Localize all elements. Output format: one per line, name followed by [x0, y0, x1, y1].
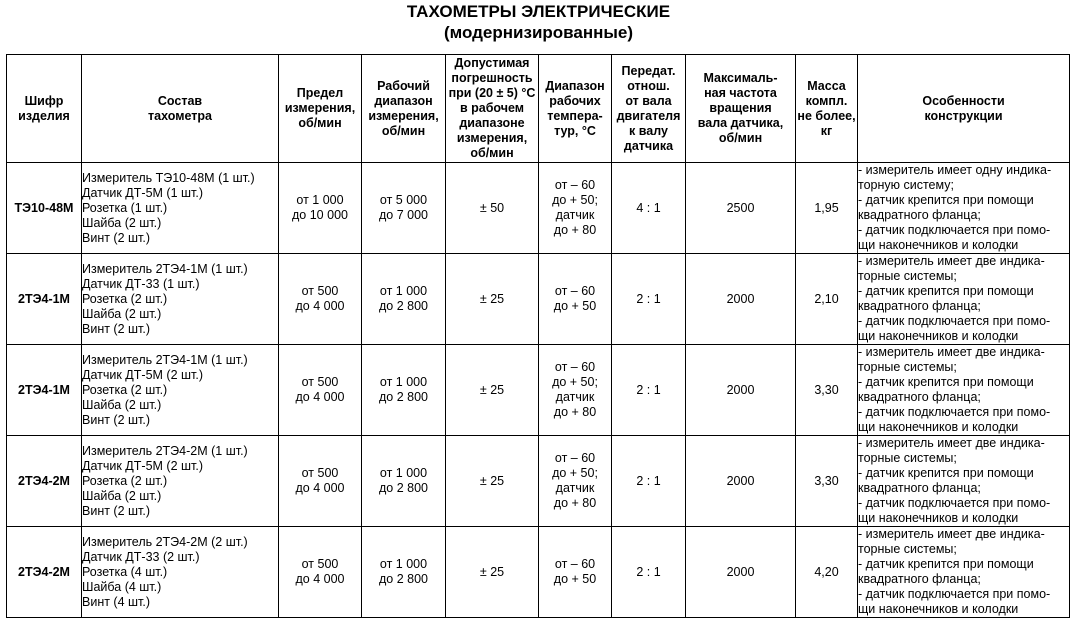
- document-title: ТАХОМЕТРЫ ЭЛЕКТРИЧЕСКИЕ: [406, 2, 671, 21]
- header-line: Масса: [807, 78, 846, 93]
- composition-line: Измеритель ТЭ10-48М (1 шт.): [82, 170, 255, 185]
- header-line: Максималь-: [703, 71, 778, 85]
- header-code: [7, 55, 82, 163]
- header-line: изделия: [18, 108, 70, 123]
- header-line: конструкции: [924, 108, 1003, 123]
- temperature-line: до + 50: [553, 299, 597, 313]
- composition-line: Датчик ДТ-33 (2 шт.): [82, 549, 200, 564]
- header-line: Передат.: [621, 63, 676, 78]
- header-features: [858, 55, 1070, 163]
- temperature-line: до + 50;: [552, 466, 598, 480]
- cell-features: [858, 254, 1070, 345]
- temperature-line: до + 50: [553, 572, 597, 586]
- header-line: Предел: [296, 86, 344, 100]
- cell-ratio: 2 : 1: [612, 436, 686, 527]
- header-line: рабочих: [549, 93, 601, 108]
- cell-error: ± 25: [446, 527, 539, 618]
- range-line: от 1 000: [379, 375, 428, 389]
- composition-line: Розетка (2 шт.): [82, 382, 168, 397]
- composition-line: Датчик ДТ-5М (1 шт.): [82, 185, 203, 200]
- cell-limit: [279, 254, 362, 345]
- feature-line: квадратного фланца;: [858, 572, 981, 586]
- limit-line: от 500: [301, 557, 339, 571]
- cell-features: [858, 163, 1070, 254]
- feature-line: - измеритель имеет две индика-: [858, 254, 1045, 268]
- cell-code: ТЭ10-48М: [7, 163, 82, 254]
- feature-line: квадратного фланца;: [858, 390, 981, 404]
- limit-line: от 500: [301, 375, 339, 389]
- header-line: об/мин: [381, 123, 426, 138]
- cell-limit: [279, 436, 362, 527]
- cell-composition: [82, 254, 279, 345]
- range-line: до 2 800: [379, 481, 428, 495]
- header-line: измерения,: [368, 108, 439, 123]
- cell-error: ± 25: [446, 345, 539, 436]
- header-line: тур, °С: [554, 123, 596, 138]
- header-line: вала датчика,: [697, 116, 784, 130]
- range-line: до 2 800: [379, 390, 428, 404]
- cell-temperature: [539, 163, 612, 254]
- header-mass: [796, 55, 858, 163]
- temperature-line: датчик: [555, 481, 595, 495]
- header-line: кг: [820, 123, 833, 138]
- composition-line: Винт (2 шт.): [82, 412, 151, 427]
- header-line: Особенности: [922, 93, 1005, 108]
- feature-line: - измеритель имеет одну индика-: [858, 163, 1052, 177]
- header-line: темпера-: [547, 108, 603, 123]
- cell-features: [858, 345, 1070, 436]
- composition-line: Розетка (4 шт.): [82, 564, 168, 579]
- temperature-line: от – 60: [554, 360, 596, 374]
- limit-line: от 1 000: [296, 193, 344, 207]
- composition-line: Измеритель 2ТЭ4-1М (1 шт.): [82, 352, 248, 367]
- cell-temperature: [539, 254, 612, 345]
- feature-line: щи наконечников и колодки: [858, 511, 1019, 525]
- temperature-line: до + 80: [553, 223, 597, 237]
- cell-composition: [82, 345, 279, 436]
- header-line: тахометра: [148, 108, 212, 123]
- document-subtitle: (модернизированные): [443, 23, 634, 42]
- header-line: от вала: [625, 93, 672, 108]
- range-line: до 7 000: [379, 208, 428, 222]
- composition-line: Винт (4 шт.): [82, 594, 151, 609]
- limit-line: до 10 000: [292, 208, 348, 222]
- temperature-line: до + 80: [553, 496, 597, 510]
- header-line: диапазоне: [459, 116, 525, 130]
- cell-composition: [82, 163, 279, 254]
- cell-temperature: [539, 345, 612, 436]
- feature-line: - датчик подключается при помо-: [858, 223, 1051, 237]
- header-line: отнош.: [627, 78, 670, 93]
- cell-temperature: [539, 527, 612, 618]
- feature-line: - датчик крепится при помощи: [858, 375, 1034, 389]
- composition-line: Розетка (2 шт.): [82, 473, 168, 488]
- feature-line: торные системы;: [858, 542, 957, 556]
- header-line: об/мин: [470, 146, 514, 160]
- header-temperature: [539, 55, 612, 163]
- cell-mass: 2,10: [796, 254, 858, 345]
- cell-mass: 3,30: [796, 345, 858, 436]
- cell-ratio: 4 : 1: [612, 163, 686, 254]
- composition-line: Винт (2 шт.): [82, 321, 151, 336]
- feature-line: - датчик подключается при помо-: [858, 314, 1051, 328]
- cell-range: [362, 527, 446, 618]
- range-line: до 2 800: [379, 572, 428, 586]
- header-line: двигателя: [616, 108, 681, 123]
- composition-line: Датчик ДТ-5М (2 шт.): [82, 458, 203, 473]
- temperature-line: от – 60: [554, 451, 596, 465]
- feature-line: - датчик подключается при помо-: [858, 405, 1051, 419]
- header-limit: [279, 55, 362, 163]
- header-line: Шифр: [24, 93, 64, 108]
- composition-line: Измеритель 2ТЭ4-2М (2 шт.): [82, 534, 248, 549]
- composition-line: Измеритель 2ТЭ4-2М (1 шт.): [82, 443, 248, 458]
- cell-error: ± 25: [446, 436, 539, 527]
- range-line: от 1 000: [379, 557, 428, 571]
- composition-line: Розетка (2 шт.): [82, 291, 168, 306]
- cell-code: 2ТЭ4-2М: [7, 527, 82, 618]
- feature-line: - измеритель имеет две индика-: [858, 436, 1045, 450]
- header-line: ная частота: [704, 86, 777, 100]
- table-body: [7, 163, 1070, 618]
- limit-line: до 4 000: [295, 299, 345, 313]
- feature-line: щи наконечников и колодки: [858, 329, 1019, 343]
- header-row: [7, 55, 1070, 163]
- feature-line: торные системы;: [858, 269, 957, 283]
- cell-temperature: [539, 436, 612, 527]
- composition-line: Шайба (2 шт.): [82, 306, 162, 321]
- temperature-line: до + 80: [553, 405, 597, 419]
- feature-line: - датчик подключается при помо-: [858, 587, 1051, 601]
- feature-line: - датчик крепится при помощи: [858, 193, 1034, 207]
- temperature-line: до + 50;: [552, 193, 598, 207]
- header-line: к валу: [629, 123, 668, 138]
- header-line: при (20 ± 5) °С: [448, 86, 536, 100]
- table-row: [7, 345, 1070, 436]
- composition-line: Датчик ДТ-33 (1 шт.): [82, 276, 200, 291]
- header-line: Диапазон: [545, 78, 605, 93]
- header-line: Состав: [157, 93, 203, 108]
- header-line: об/мин: [718, 131, 763, 145]
- cell-range: [362, 163, 446, 254]
- header-line: измерения,: [456, 131, 528, 145]
- composition-line: Шайба (2 шт.): [82, 397, 162, 412]
- composition-line: Шайба (2 шт.): [82, 215, 162, 230]
- feature-line: - датчик подключается при помо-: [858, 496, 1051, 510]
- cell-features: [858, 436, 1070, 527]
- temperature-line: от – 60: [554, 557, 596, 571]
- header-range: [362, 55, 446, 163]
- limit-line: до 4 000: [295, 572, 345, 586]
- cell-max-frequency: 2000: [686, 436, 796, 527]
- feature-line: торную систему;: [858, 178, 954, 192]
- cell-composition: [82, 436, 279, 527]
- composition-line: Шайба (2 шт.): [82, 488, 162, 503]
- composition-line: Винт (2 шт.): [82, 503, 151, 518]
- limit-line: до 4 000: [295, 481, 345, 495]
- range-line: от 1 000: [379, 466, 428, 480]
- range-line: от 5 000: [379, 193, 428, 207]
- header-error: [446, 55, 539, 163]
- feature-line: - датчик крепится при помощи: [858, 284, 1034, 298]
- header-line: вращения: [709, 101, 772, 115]
- cell-max-frequency: 2000: [686, 527, 796, 618]
- header-line: об/мин: [298, 116, 342, 130]
- table-row: [7, 254, 1070, 345]
- header-line: не более,: [797, 108, 856, 123]
- cell-max-frequency: 2500: [686, 163, 796, 254]
- feature-line: щи наконечников и колодки: [858, 238, 1019, 252]
- cell-code: 2ТЭ4-1М: [7, 254, 82, 345]
- feature-line: торные системы;: [858, 360, 957, 374]
- feature-line: - датчик крепится при помощи: [858, 466, 1034, 480]
- cell-mass: 3,30: [796, 436, 858, 527]
- cell-code: 2ТЭ4-1М: [7, 345, 82, 436]
- header-line: диапазон: [374, 93, 433, 108]
- feature-line: - измеритель имеет две индика-: [858, 345, 1045, 359]
- tachometer-table: [6, 54, 1070, 618]
- table-row: [7, 436, 1070, 527]
- feature-line: квадратного фланца;: [858, 299, 981, 313]
- header-line: погрешность: [451, 71, 533, 85]
- feature-line: квадратного фланца;: [858, 481, 981, 495]
- limit-line: от 500: [301, 284, 339, 298]
- range-line: от 1 000: [379, 284, 428, 298]
- cell-composition: [82, 527, 279, 618]
- composition-line: Розетка (1 шт.): [82, 200, 168, 215]
- header-line: датчика: [623, 138, 674, 153]
- cell-max-frequency: 2000: [686, 345, 796, 436]
- range-line: до 2 800: [379, 299, 428, 313]
- header-line: Рабочий: [377, 78, 430, 93]
- table-row: [7, 163, 1070, 254]
- cell-ratio: 2 : 1: [612, 345, 686, 436]
- cell-max-frequency: 2000: [686, 254, 796, 345]
- feature-line: - измеритель имеет две индика-: [858, 527, 1045, 541]
- header-composition: [82, 55, 279, 163]
- header-line: Допустимая: [454, 56, 530, 70]
- cell-error: ± 25: [446, 254, 539, 345]
- temperature-line: до + 50;: [552, 375, 598, 389]
- cell-ratio: 2 : 1: [612, 527, 686, 618]
- composition-line: Винт (2 шт.): [82, 230, 151, 245]
- feature-line: щи наконечников и колодки: [858, 420, 1019, 434]
- cell-mass: 4,20: [796, 527, 858, 618]
- cell-features: [858, 527, 1070, 618]
- header-ratio: [612, 55, 686, 163]
- limit-line: от 500: [301, 466, 339, 480]
- temperature-line: от – 60: [554, 284, 596, 298]
- temperature-line: датчик: [555, 208, 595, 222]
- composition-line: Датчик ДТ-5М (2 шт.): [82, 367, 203, 382]
- composition-line: Шайба (4 шт.): [82, 579, 162, 594]
- cell-code: 2ТЭ4-2М: [7, 436, 82, 527]
- composition-line: Измеритель 2ТЭ4-1М (1 шт.): [82, 261, 248, 276]
- header-line: измерения,: [284, 101, 356, 115]
- header-line: компл.: [805, 93, 848, 108]
- cell-mass: 1,95: [796, 163, 858, 254]
- limit-line: до 4 000: [295, 390, 345, 404]
- cell-limit: [279, 527, 362, 618]
- feature-line: - датчик крепится при помощи: [858, 557, 1034, 571]
- feature-line: торные системы;: [858, 451, 957, 465]
- cell-range: [362, 254, 446, 345]
- header-max-frequency: [686, 55, 796, 163]
- temperature-line: датчик: [555, 390, 595, 404]
- cell-limit: [279, 163, 362, 254]
- feature-line: квадратного фланца;: [858, 208, 981, 222]
- feature-line: щи наконечников и колодки: [858, 602, 1019, 616]
- cell-range: [362, 345, 446, 436]
- cell-limit: [279, 345, 362, 436]
- table-row: [7, 527, 1070, 618]
- temperature-line: от – 60: [554, 178, 596, 192]
- header-line: в рабочем: [459, 101, 525, 115]
- cell-range: [362, 436, 446, 527]
- cell-ratio: 2 : 1: [612, 254, 686, 345]
- cell-error: ± 50: [446, 163, 539, 254]
